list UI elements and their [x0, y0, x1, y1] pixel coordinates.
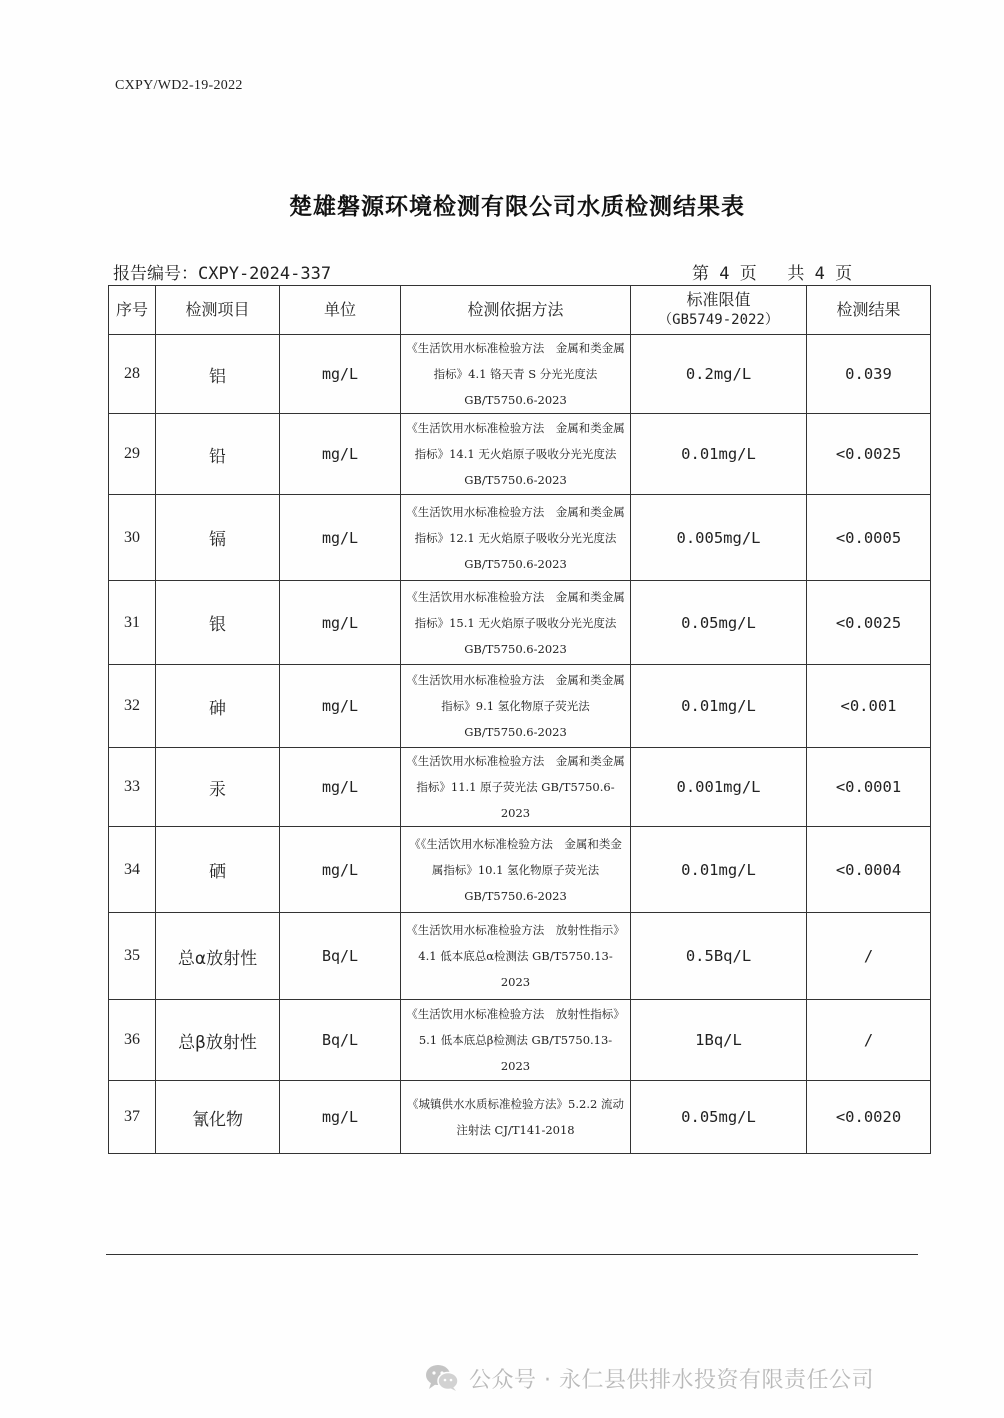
footer-rule: [106, 1254, 918, 1255]
row-number: 31: [109, 581, 156, 665]
row-number: 35: [109, 913, 156, 1000]
report-number: 报告编号：CXPY-2024-337: [113, 264, 332, 284]
table-header-row: [109, 286, 931, 335]
row-limit: 0.001mg/L: [631, 748, 807, 827]
table-row: [109, 581, 931, 665]
document-title: 楚雄磐源环境检测有限公司水质检测结果表: [289, 194, 745, 220]
row-unit: mg/L: [280, 748, 401, 827]
table-row: [109, 748, 931, 827]
row-method: 《生活饮用水标准检验方法 金属和类金属指标》14.1 无火焰原子吸收分光光度法 GB/T5750.6-2023: [401, 414, 631, 495]
row-item: 总β放射性: [156, 1000, 280, 1081]
header-item: 检测项目: [156, 286, 280, 335]
row-unit: mg/L: [280, 665, 401, 748]
header-limit-title: 标准限值: [686, 290, 751, 309]
row-limit: 1Bq/L: [631, 1000, 807, 1081]
row-number: 29: [109, 414, 156, 495]
row-item: 汞: [156, 748, 280, 827]
results-table: [108, 285, 931, 1154]
watermark-text: 公众号 · 永仁县供排水投资有限责任公司: [469, 1367, 874, 1393]
row-limit: 0.2mg/L: [631, 335, 807, 414]
row-method: 《《生活饮用水标准检验方法 金属和类金属指标》10.1 氢化物原子荧光法 GB/T5750.6-2023: [401, 827, 631, 913]
row-method: 《生活饮用水标准检验方法 放射性指示》4.1 低本底总α检测法 GB/T5750.13-2023: [401, 913, 631, 1000]
row-method: 《生活饮用水标准检验方法 金属和类金属指标》15.1 无火焰原子吸收分光光度法 GB/T5750.6-2023: [401, 581, 631, 665]
row-limit: 0.01mg/L: [631, 827, 807, 913]
row-result: <0.0001: [807, 748, 931, 827]
header-unit: 单位: [280, 286, 401, 335]
row-limit: 0.5Bq/L: [631, 913, 807, 1000]
row-method: 《生活饮用水标准检验方法 金属和类金属指标》12.1 无火焰原子吸收分光光度法 GB/T5750.6-2023: [401, 495, 631, 581]
row-unit: mg/L: [280, 827, 401, 913]
row-item: 氰化物: [156, 1081, 280, 1154]
header-method: 检测依据方法: [401, 286, 631, 335]
header-limit: [631, 286, 807, 335]
source-watermark: [425, 1362, 874, 1394]
table-row: [109, 335, 931, 414]
row-result: <0.0025: [807, 581, 931, 665]
row-unit: mg/L: [280, 414, 401, 495]
table-row: [109, 665, 931, 748]
row-method: 《城镇供水水质标准检验方法》5.2.2 流动注射法 CJ/T141-2018: [401, 1081, 631, 1154]
row-result: <0.0005: [807, 495, 931, 581]
header-seq: 序号: [109, 286, 156, 335]
row-item: 砷: [156, 665, 280, 748]
row-item: 总α放射性: [156, 913, 280, 1000]
table-row: [109, 414, 931, 495]
row-limit: 0.05mg/L: [631, 581, 807, 665]
page-indicator: 第 4 页 共 4 页: [692, 264, 853, 284]
row-item: 银: [156, 581, 280, 665]
header-limit-standard: （GB5749-2022）: [658, 312, 779, 328]
row-item: 镉: [156, 495, 280, 581]
row-item: 铝: [156, 335, 280, 414]
row-result: <0.001: [807, 665, 931, 748]
row-item: 铅: [156, 414, 280, 495]
row-number: 37: [109, 1081, 156, 1154]
row-number: 32: [109, 665, 156, 748]
row-method: 《生活饮用水标准检验方法 放射性指标》5.1 低本底总β检测法 GB/T5750.13-2023: [401, 1000, 631, 1081]
row-number: 30: [109, 495, 156, 581]
row-unit: mg/L: [280, 495, 401, 581]
table-row: [109, 495, 931, 581]
row-result: <0.0004: [807, 827, 931, 913]
table-row: [109, 1081, 931, 1154]
row-number: 28: [109, 335, 156, 414]
header-result: 检测结果: [807, 286, 931, 335]
row-unit: mg/L: [280, 1081, 401, 1154]
row-item: 硒: [156, 827, 280, 913]
row-unit: Bq/L: [280, 1000, 401, 1081]
document-code: CXPY/WD2-19-2022: [115, 78, 243, 93]
row-limit: 0.005mg/L: [631, 495, 807, 581]
row-unit: Bq/L: [280, 913, 401, 1000]
row-number: 33: [109, 748, 156, 827]
row-limit: 0.01mg/L: [631, 414, 807, 495]
row-limit: 0.01mg/L: [631, 665, 807, 748]
row-number: 34: [109, 827, 156, 913]
row-result: /: [807, 1000, 931, 1081]
row-limit: 0.05mg/L: [631, 1081, 807, 1154]
row-result: 0.039: [807, 335, 931, 414]
table-row: [109, 827, 931, 913]
row-result: <0.0025: [807, 414, 931, 495]
table-row: [109, 1000, 931, 1081]
row-result: <0.0020: [807, 1081, 931, 1154]
row-unit: mg/L: [280, 335, 401, 414]
row-method: 《生活饮用水标准检验方法 金属和类金属指标》9.1 氢化物原子荧光法 GB/T5750.6-2023: [401, 665, 631, 748]
wechat-icon: [425, 1364, 459, 1392]
row-number: 36: [109, 1000, 156, 1081]
row-unit: mg/L: [280, 581, 401, 665]
row-method: 《生活饮用水标准检验方法 金属和类金属指标》11.1 原子荧光法 GB/T5750.6-2023: [401, 748, 631, 827]
table-row: [109, 913, 931, 1000]
row-method: 《生活饮用水标准检验方法 金属和类金属指标》4.1 铬天青 S 分光光度法 GB/T5750.6-2023: [401, 335, 631, 414]
row-result: /: [807, 913, 931, 1000]
